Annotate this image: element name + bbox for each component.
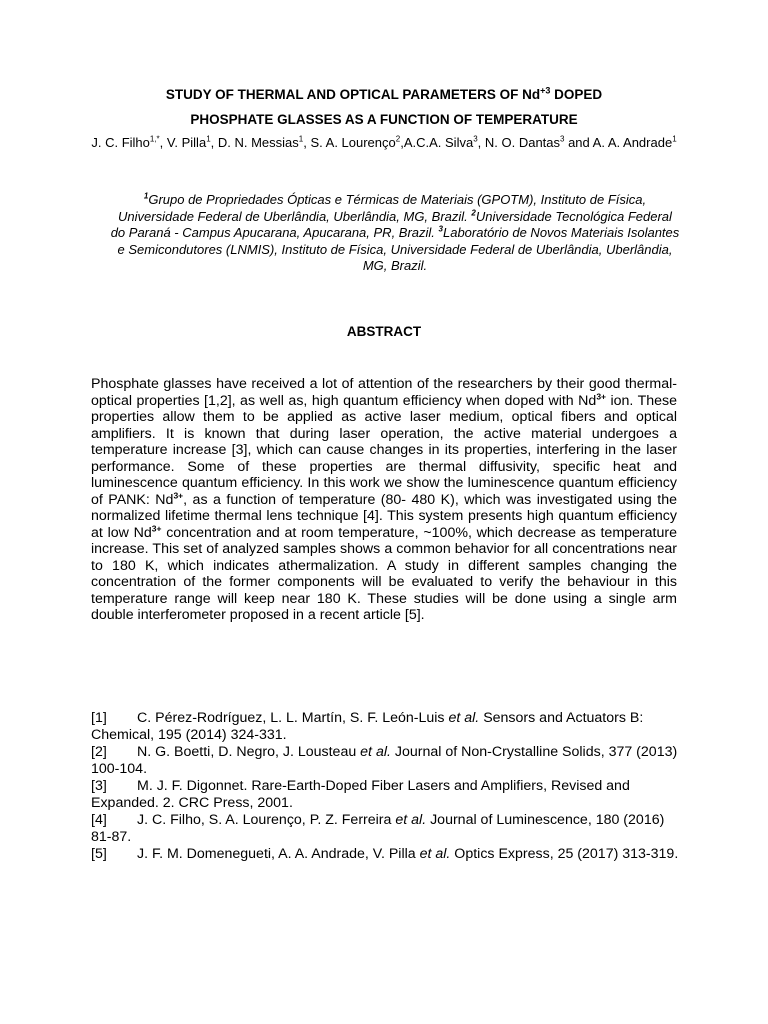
author: V. Pilla$^1$, bbox=[166, 134, 218, 150]
title-line-1: STUDY OF THERMAL AND OPTICAL PARAMETERS OF $Nd^{+3}$ DOPED bbox=[165, 85, 603, 102]
author: A.C.A. Silva$^3$, bbox=[403, 134, 485, 150]
reference-item: [2] N. G. Boetti, D. Negro, J. Lousteau et al. Journal of Non-Crystalline Solids, 377 (2013) 100-104. bbox=[91, 744, 678, 777]
reference-item: [1] C. Pérez-Rodríguez, L. L. Martín, S. F. León-Luis et al. Sensors and Actuators B: Chemical, 195 (2014) 324-331. bbox=[91, 710, 644, 743]
author: D. N. Messias$^1$, bbox=[217, 134, 311, 150]
affiliation-1: Grupo de Propriedades Ópticas e Térmicas de Materiais (GPOTM), Instituto de Física, Universidade Federal de Uberlândia, Uberlândia, MG, Brazil. bbox=[118, 192, 647, 224]
author: A. A. Andrade$^1$ bbox=[592, 134, 677, 150]
title-line-2: PHOSPHATE GLASSES AS A FUNCTION OF TEMPERATURE bbox=[190, 112, 578, 127]
paper-title bbox=[90, 82, 678, 132]
affiliation-3: Laboratório de Novos Materiais Isolantes e Semicondutores (LNMIS), Instituto de Física, Universidade Federal de Uberlândia, Uberlândia, MG, Brazil. bbox=[117, 225, 680, 273]
reference-list bbox=[91, 710, 681, 863]
author: N. O. Dantas$^3$ and bbox=[484, 134, 593, 150]
author-list bbox=[82, 132, 686, 154]
reference-item: [3] M. J. F. Digonnet. Rare-Earth-Doped Fiber Lasers and Amplifiers, Revised and Expanded. 2. CRC Press, 2001. bbox=[91, 778, 630, 811]
affiliation-2: Universidade Tecnológica Federal do Paraná - Campus Apucarana, Apucarana, PR, Brazil. bbox=[110, 208, 672, 240]
author: J. C. Filho$^{1,*}$, bbox=[91, 134, 167, 150]
abstract-heading: ABSTRACT bbox=[346, 324, 422, 339]
affiliations: $^1$Grupo de Propriedades Ópticas e Térmicas de Materiais (GPOTM), Instituto de Física, Universidade Federal de Uberlândia, Uberlândia, MG, Brazil. $^2$Universidade Tecnológica Federal do Paraná - Campus Apucarana, Apucarana, PR, Brazil. $^3$Laboratório de Novos Materiais Isolantes e Semicondutores (LNMIS), Instituto de Física, Universidade Federal de Uberlândia, Uberlândia, MG, Brazil. bbox=[110, 191, 680, 273]
title-superscript: +3 bbox=[540, 85, 551, 96]
reference-item: [4] J. C. Filho, S. A. Lourenço, P. Z. Ferreira et al. Journal of Luminescence, 180 (2016) 81-87. bbox=[91, 812, 665, 845]
abstract-body: Phosphate glasses have received a lot of attention of the researchers by their good thermal-optical properties [1,2], as well as, high quantum efficiency when doped with $Nd^{3+}$ ion. These properties allow them to be applied as active laser medium, optical fibers and optical amplifiers. It is known that during laser operation, the active material undergoes a temperature increase [3], which can cause changes in its properties, interfering in the laser performance. Some of these properties are thermal diffusivity, specific heat and luminescence quantum efficiency. In this work we show the luminescence quantum efficiency of PANK: $Nd^{3+}$, as a function of temperature (80- 480 K), which was investigated using the normalized lifetime thermal lens technique [4]. This system presents high quantum efficiency at low $Nd^{3+}$ concentration and at room temperature, ~100%, which decrease as temperature increase. This set of analyzed samples shows a common behavior for all concentrations near to 180 K, which indicates athermalization. A study in different samples changing the concentration of the former components will be evaluated to verify the behaviour in this temperature range will keep near 180 K. These studies will be done using a single arm double interferometer proposed in a recent article [5]. bbox=[91, 376, 678, 623]
reference-item: [5] J. F. M. Domenegueti, A. A. Andrade, V. Pilla et al. Optics Express, 25 (2017) 313-319. bbox=[91, 846, 679, 862]
author: S. A. Lourenço$^2$, bbox=[310, 134, 404, 150]
